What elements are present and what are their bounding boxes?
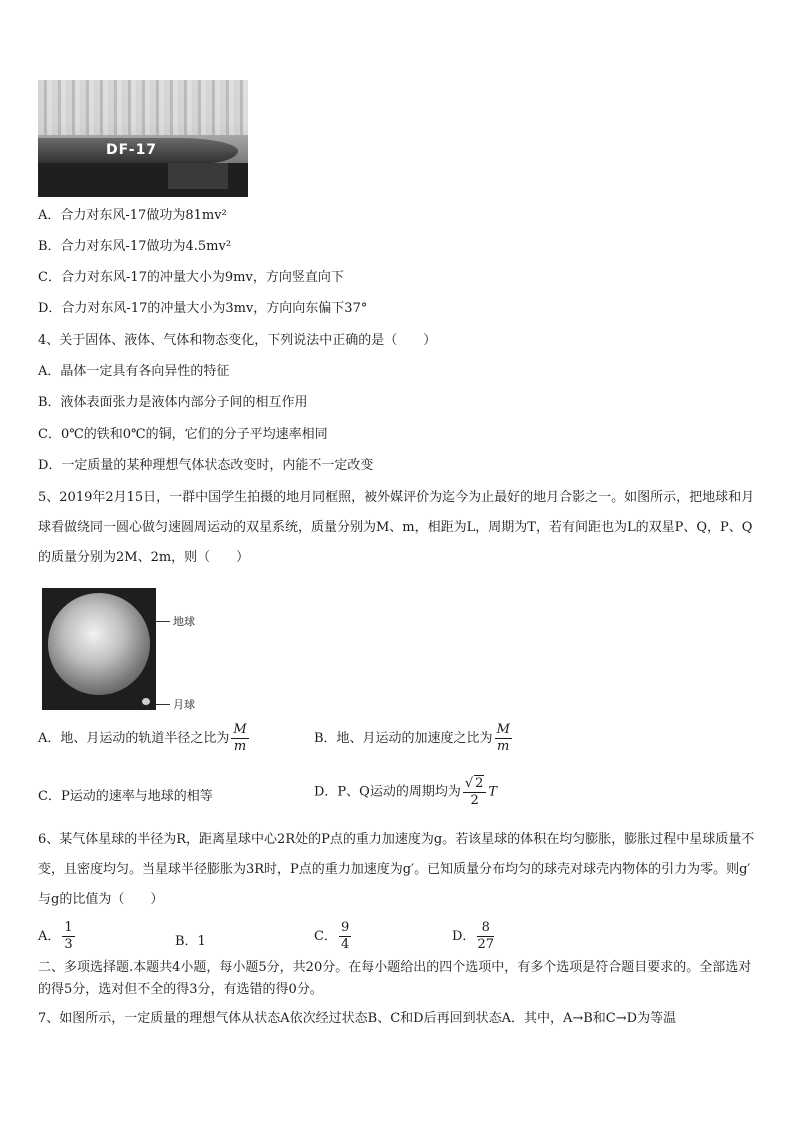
q6-option-c-text: C．	[314, 929, 337, 944]
q6-c-denominator: 4	[340, 937, 350, 952]
q6-option-d-text: D．	[452, 929, 476, 944]
q4-option-b: B．液体表面张力是液体内部分子间的相互作用	[38, 395, 308, 410]
q5-d-period: T	[488, 784, 498, 800]
q6-c-numerator: 9	[340, 920, 350, 935]
q5-a-denominator: m	[233, 739, 247, 754]
q5-a-numerator: M	[233, 722, 247, 737]
q6-option-d	[452, 920, 496, 953]
q5-option-b	[314, 722, 514, 755]
q4-option-d: D．一定质量的某种理想气体状态改变时，内能不一定改变	[38, 458, 374, 473]
q7-stem: 7、如图所示，一定质量的理想气体从状态A依次经过状态B、C和D后再回到状态A．其中，A→B和C→D为等温	[38, 1011, 677, 1026]
q6-stem: 6、某气体星球的半径为R，距离星球中心2R处的P点的重力加速度为g。若该星球的体积在均匀膨胀，膨胀过程中星球质量不变，且密度均匀。当星球半径膨胀为3R时，P点的重力加速度为g′。已知质量分布均匀的球壳对球壳内物体的引力为零。则g′与g的比值为（ ）	[38, 832, 755, 907]
q6-d-denominator: 27	[477, 937, 494, 952]
q5-stem: 5、2019年2月15日，一群中国学生拍摄的地月同框照，被外媒评价为迄今为止最好的地月合影之一。如图所示，把地球和月球看做绕同一圆心做匀速圆周运动的双星系统，质量分别为M、m，相距为L，周期为T，若有间距也为L的双星P、Q，P、Q的质量分别为2M、2m，则（ ）	[38, 490, 755, 565]
q4-stem: 4、关于固体、液体、气体和物态变化，下列说法中正确的是（ ）	[38, 333, 437, 348]
crowd-background	[38, 80, 248, 135]
earth-label: 地球	[173, 615, 195, 628]
q6-option-b: B．1	[175, 934, 206, 949]
q5-option-c: C．P运动的速率与地球的相等	[38, 789, 213, 804]
q5-option-d-text: D．P、Q运动的周期均为	[314, 784, 461, 800]
q3-option-c: C．合力对东风-17的冲量大小为9mv，方向竖直向下	[38, 270, 344, 285]
moon-dot	[142, 698, 150, 705]
section2-heading: 二、多项选择题.本题共4小题，每小题5分，共20分。在每小题给出的四个选项中，有多个选项是符合题目要求的。全部选对的得5分，选对但不全的得3分，有选错的得0分。	[38, 960, 752, 997]
q3-option-b: B．合力对东风-17做功为4.5mv²	[38, 239, 232, 254]
q5-b-denominator: m	[497, 739, 510, 754]
q5-b-numerator: M	[496, 722, 510, 737]
q6-d-numerator: 8	[477, 920, 494, 937]
missile-label: DF-17	[106, 142, 158, 158]
q5-d-denominator: 2	[470, 793, 479, 808]
q5-option-a-text: A．地、月运动的轨道半径之比为	[38, 731, 230, 746]
q4-option-a: A．晶体一定具有各向异性的特征	[38, 364, 230, 379]
q5-option-b-text: B．地、月运动的加速度之比为	[314, 731, 493, 746]
q6-a-numerator: 1	[64, 920, 73, 935]
q6-option-a-text: A．	[38, 929, 61, 944]
q5-d-radicand: 2	[475, 776, 484, 791]
moon-label: 月球	[173, 698, 195, 711]
q3-option-d: D．合力对东风-17的冲量大小为3mv，方向向东偏下37°	[38, 301, 368, 316]
earth-pointer-line	[156, 621, 170, 622]
q3-option-a: A．合力对东风-17做功为81mv²	[38, 208, 227, 223]
df17-missile-photo	[38, 80, 248, 197]
q4-option-c: C．0℃的铁和0℃的铜，它们的分子平均速率相同	[38, 427, 328, 442]
q5-option-a	[38, 722, 251, 755]
earth-moon-photo	[42, 588, 156, 710]
moon-pointer-line	[156, 704, 170, 705]
q6-a-denominator: 3	[64, 937, 73, 952]
earth-disc	[48, 593, 150, 695]
q6-option-a	[38, 920, 77, 953]
q5-option-d: D．P、Q运动的周期均为 $\frac{√ 2}{2}$ T	[314, 776, 498, 808]
q6-option-c	[314, 920, 353, 953]
launcher-cab	[168, 163, 228, 189]
